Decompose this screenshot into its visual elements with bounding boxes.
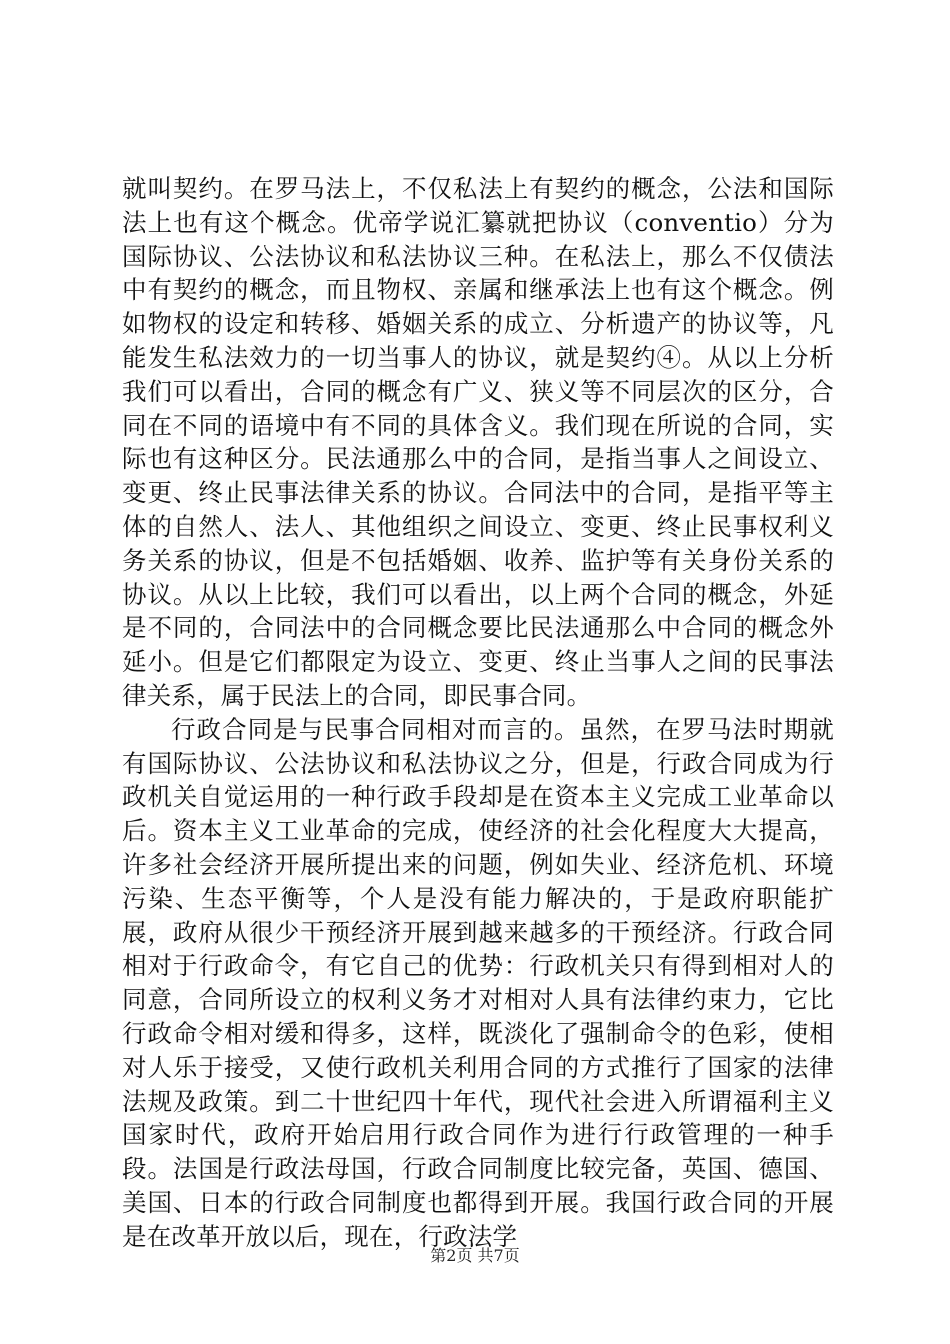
paragraph-2: 行政合同是与民事合同相对而言的。虽然，在罗马法时期就有国际协议、公法协议和私法协议之分，但是，行政合同成为行政机关自觉运用的一种行政手段却是在资本主义完成工业革命以后。资本主义工业革命的完成，使经济的社会化程度大大提高，许多社会经济开展所提出来的问题，例如失业、经济危机、环境污染、生态平衡等，个人是没有能力解决的，于是政府职能扩展，政府从很少干预经济开展到越来越多的干预经济。行政合同相对于行政命令，有它自己的优势：行政机关只有得到相对人的同意，合同所设立的权利义务才对相对人具有法律约束力，它比行政命令相对缓和得多，这样，既淡化了强制命令的色彩，使相对人乐于接受，又使行政机关利用合同的方式推行了国家的法律法规及政策。到二十世纪四十年代，现代社会进入所谓福利主义国家时代，政府开始启用行政合同作为进行行政管理的一种手段。法国是行政法母国，行政合同制度比较完备，英国、德国、美国、日本的行政合同制度也都得到开展。我国行政合同的开展是在改革开放以后，现在，行政法学	[122, 714, 834, 1251]
page-footer: 第2页 共7页	[430, 1246, 520, 1265]
body-text	[122, 172, 834, 1254]
paragraph-1: 就叫契约。在罗马法上，不仅私法上有契约的概念，公法和国际法上也有这个概念。优帝学说汇纂就把协议（conventio）分为国际协议、公法协议和私法协议三种。在私法上，那么不仅债法中有契约的概念，而且物权、亲属和继承法上也有这个概念。例如物权的设定和转移、婚姻关系的成立、分析遗产的协议等，凡能发生私法效力的一切当事人的协议，就是契约④。从以上分析我们可以看出，合同的概念有广义、狭义等不同层次的区分，合同在不同的语境中有不同的具体含义。我们现在所说的合同，实际也有这种区分。民法通那么中的合同，是指当事人之间设立、变更、终止民事法律关系的协议。合同法中的合同，是指平等主体的自然人、法人、其他组织之间设立、变更、终止民事权利义务关系的协议，但是不包括婚姻、收养、监护等有关身份关系的协议。从以上比较，我们可以看出，以上两个合同的概念，外延是不同的，合同法中的合同概念要比民法通那么中合同的概念外延小。但是它们都限定为设立、变更、终止当事人之间的民事法律关系，属于民法上的合同，即民事合同。	[122, 174, 834, 710]
